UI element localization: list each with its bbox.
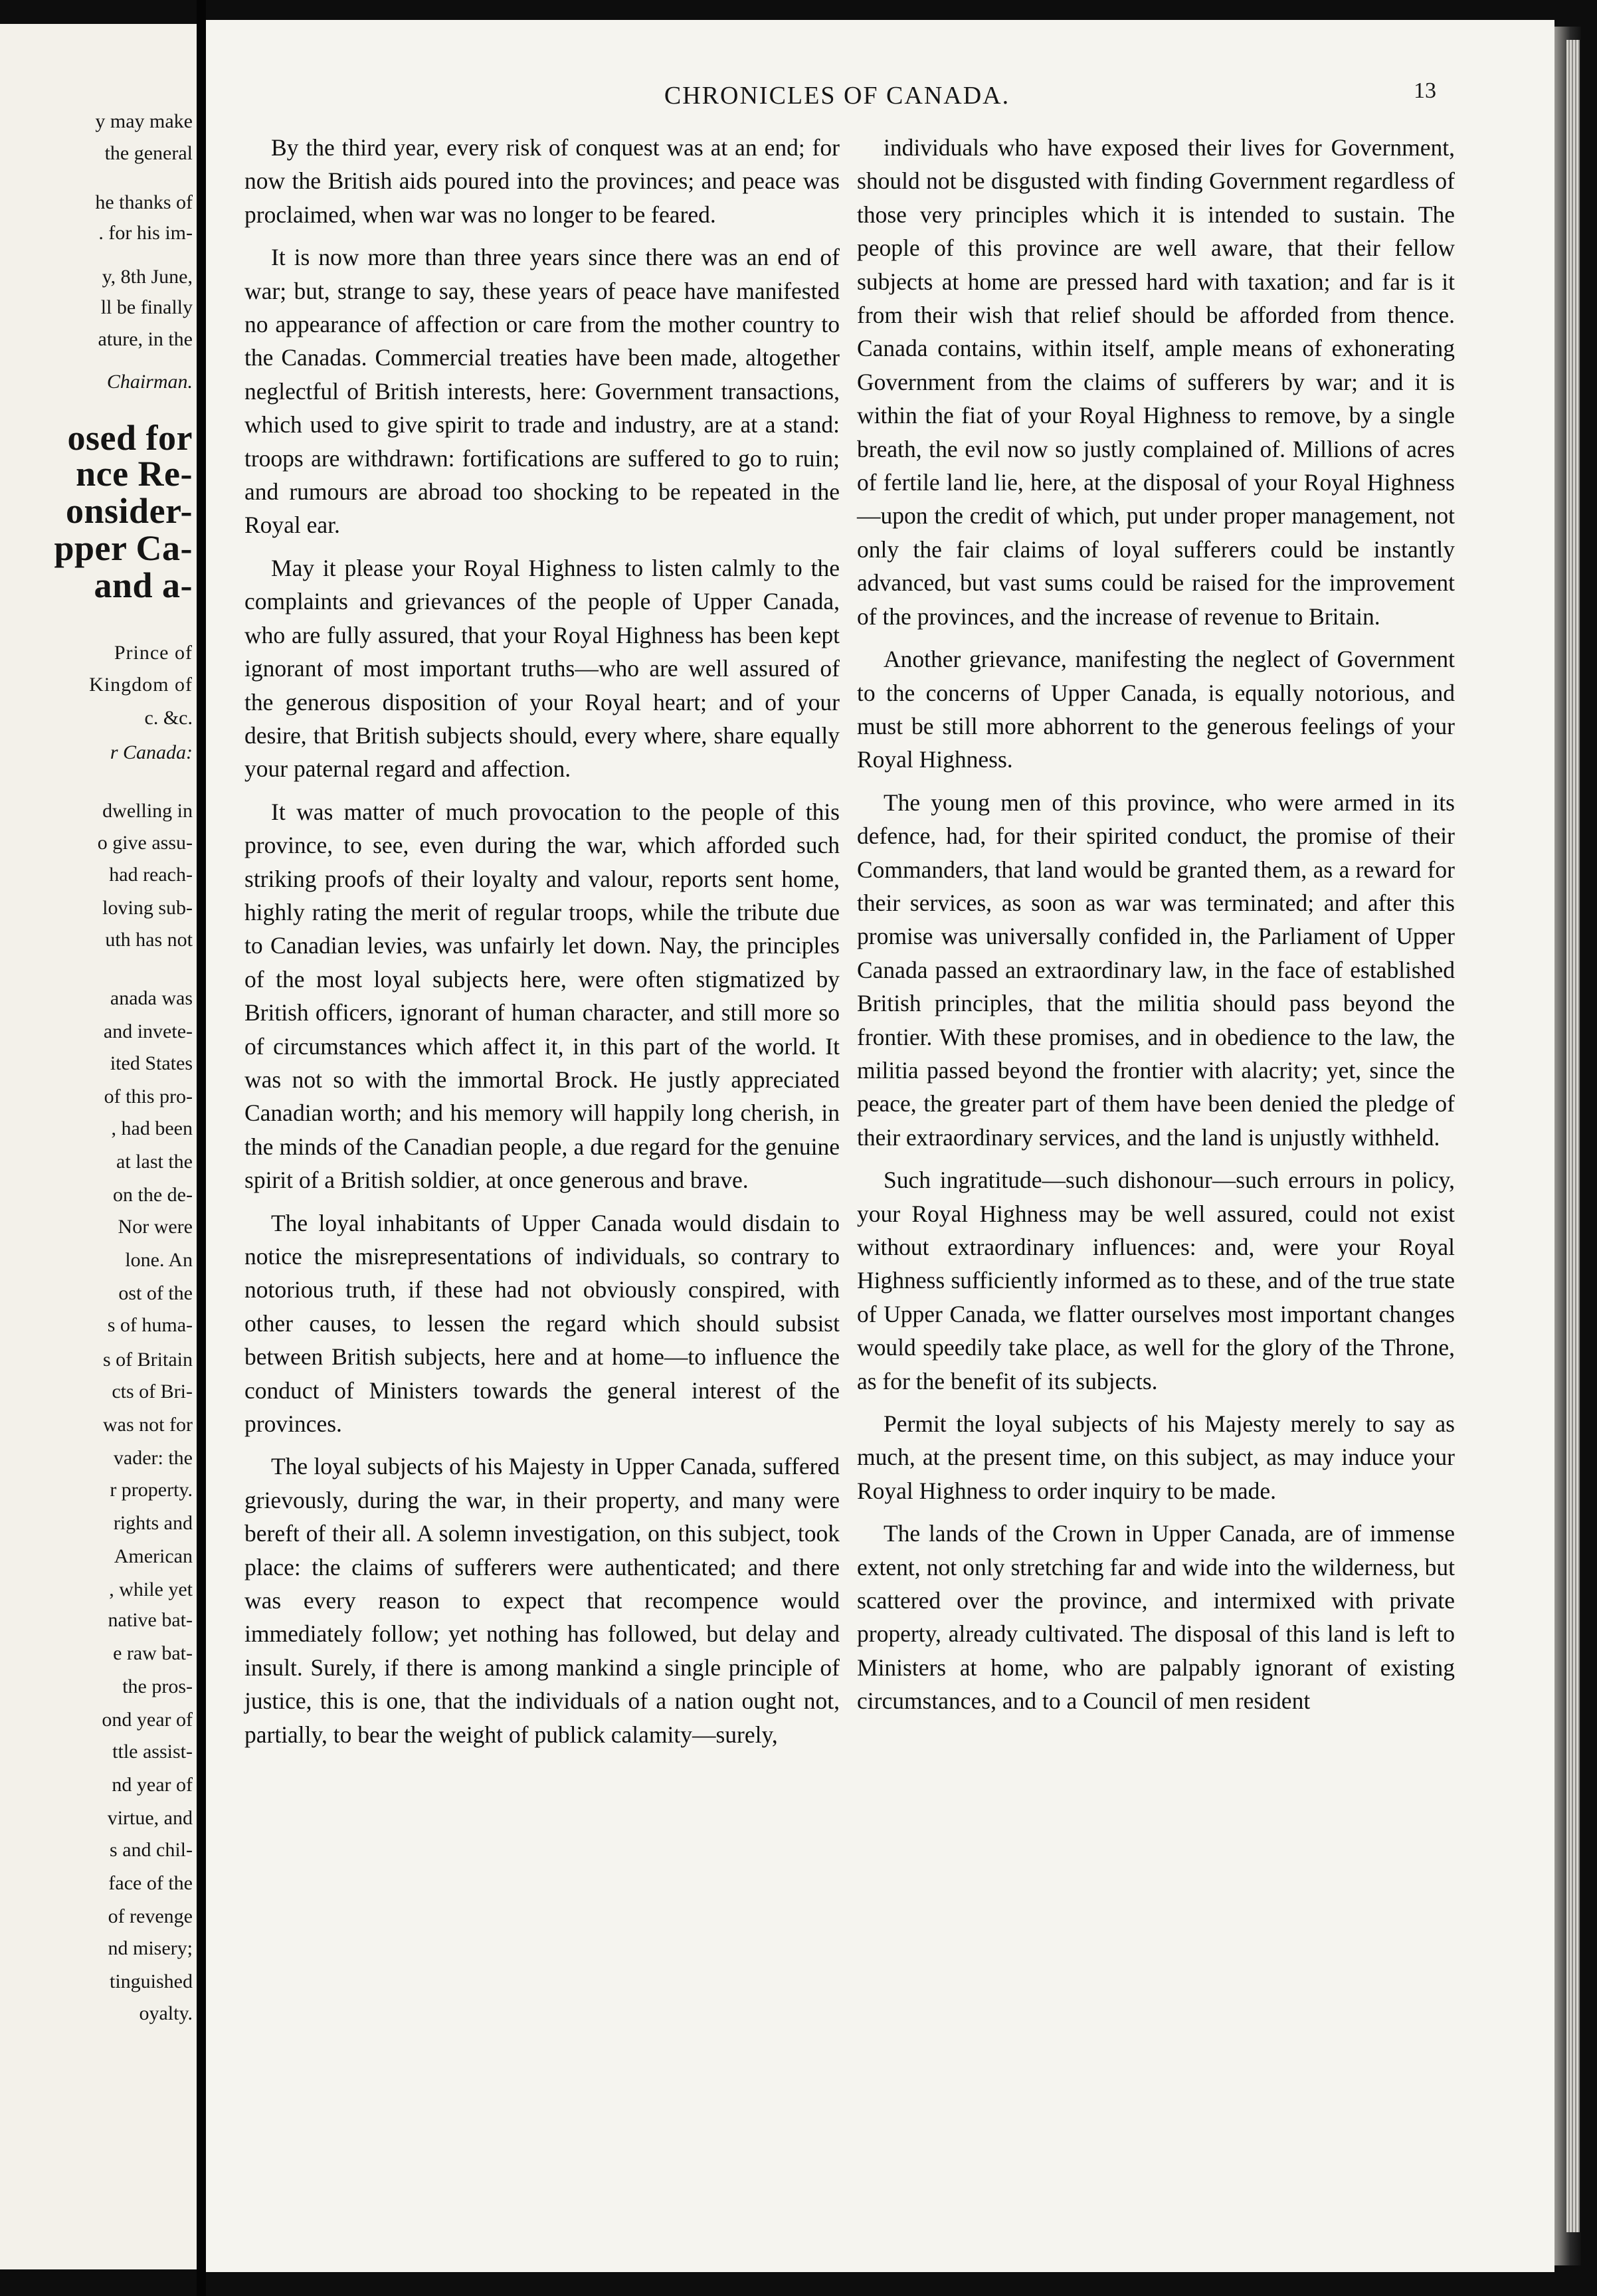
facing-page-line: s and chil- — [110, 1839, 193, 1861]
facing-page-line: of revenge — [108, 1905, 193, 1927]
facing-page-line: and invete- — [103, 1020, 193, 1042]
facing-page-line: face of the — [108, 1872, 193, 1894]
facing-page-line: lone. An — [125, 1249, 193, 1271]
page-edges — [1566, 40, 1580, 2232]
text-column-right — [857, 131, 1455, 1727]
paragraph: Permit the loyal subjects of his Majesty merely to say as much, at the present time, on this subject, as may induce your Royal Highness to order inquiry to be made. — [857, 1410, 1455, 1504]
facing-page-line: s of Britain — [103, 1349, 193, 1371]
facing-page-line: had reach- — [109, 864, 193, 886]
facing-page-line: osed for — [67, 418, 193, 458]
facing-page-line: uth has not — [105, 929, 193, 951]
facing-page-line: r Canada: — [110, 741, 193, 763]
facing-page-line: and a- — [94, 565, 193, 605]
facing-page-line: Chairman. — [106, 371, 193, 393]
facing-page-line: Prince of — [114, 642, 193, 664]
facing-page-line: Nor were — [118, 1216, 193, 1238]
facing-page-line: ll be finally — [100, 296, 193, 318]
facing-page-line: ost of the — [118, 1282, 193, 1304]
text-column-left — [244, 131, 840, 1761]
facing-page-line: tinguished — [110, 1970, 193, 1992]
facing-page-line: anada was — [110, 987, 193, 1009]
facing-page-line: loving sub- — [102, 897, 193, 919]
facing-page-line: native bat- — [108, 1609, 193, 1631]
facing-page-line: , had been — [111, 1117, 193, 1139]
facing-page-line: . for his im- — [98, 222, 193, 244]
facing-page-line: nd year of — [112, 1774, 193, 1796]
page-number: 13 — [1414, 78, 1436, 103]
facing-page-line: American — [114, 1545, 193, 1567]
paragraph: The loyal inhabitants of Upper Canada would disdain to notice the misrepresentations of individuals, so contrary to notorious truth, if these had not obviously conspired, with other causes, to lessen the regard which should subsist between British subjects, here and at home—to influence the conduct of Ministers towards the general interest of the provinces. — [244, 1209, 840, 1438]
facing-page-line: o give assu- — [97, 832, 193, 854]
facing-page-fragment — [0, 24, 197, 2269]
facing-page-line: pper Ca- — [54, 528, 193, 568]
facing-page-line: on the de- — [113, 1184, 193, 1206]
paragraph: By the third year, every risk of conquest was at an end; for now the British aids poured into the provinces; and peace was proclaimed, when war was no longer to be feared. — [244, 134, 840, 228]
facing-page-line: ited States — [110, 1052, 193, 1074]
facing-page-line: ttle assist- — [112, 1741, 193, 1763]
paragraph: The loyal subjects of his Majesty in Upper Canada, suffered grievously, during the war, in their property, and many were bereft of their all. A solemn investigation, on this subject, took place: the claims of sufferers were authenticated; and there was every reason to expect that recompence would immediately follow; yet nothing has followed, but delay and insult. Surely, if there is among mankind a single principle of justice, this is one, that the individuals of a nation ought not, partially, to bear the weight of publick calamity—surely, — [244, 1453, 840, 1748]
facing-page-line: ature, in the — [98, 328, 193, 350]
running-title: CHRONICLES OF CANADA. — [664, 82, 1010, 110]
facing-page-line: Kingdom of — [89, 674, 193, 696]
facing-page-line: e raw bat- — [113, 1642, 193, 1664]
paragraph: Another grievance, manifesting the neglect of Government to the concerns of Upper Canada, is equally notorious, and must be still more abhorrent to the generous feelings of your Royal Highness. — [857, 646, 1455, 773]
paragraph: individuals who have exposed their lives for Government, should not be disgusted with finding Government regardless of those very principles which it is intended to sustain. The people of this province are well aware, that their fellow subjects at home are pressed hard with taxation; and far is it from their wish that relief should be afforded from thence. Canada contains, within itself, ample means of exhonerating Government from the claims of sufferers by war; and it is within the fiat of your Royal Highness to remove, by a single breath, the evil now so justly complained of. Millions of acres of fertile land lie, here, at the disposal of your Royal Highness—upon the credit of which, put under proper management, not only the fair claims of loyal sufferers could be instantly advanced, but vast sums could be raised for the improvement of the provinces, and the increase of revenue to Britain. — [857, 134, 1455, 630]
facing-page-line: c. &c. — [144, 707, 193, 729]
facing-page-line: virtue, and — [107, 1807, 193, 1829]
facing-page-line: y, 8th June, — [102, 266, 193, 288]
paragraph: The lands of the Crown in Upper Canada, are of immense extent, not only stretching far and wide into the wilderness, but scattered over the province, and intermixed with private property, already cultivated. The disposal of this land is left to Ministers at home, who are palpably ignorant of existing circumstances, and to a Council of men resident — [857, 1520, 1455, 1715]
facing-page-line: the pros- — [122, 1675, 193, 1697]
facing-page-line: y may make — [95, 110, 193, 132]
facing-page-line: ond year of — [102, 1709, 193, 1731]
facing-page-line: the general — [104, 142, 193, 164]
facing-page-line: he thanks of — [95, 191, 193, 213]
paragraph: The young men of this province, who were armed in its defence, had, for their spirited conduct, the promise of their Commanders, that land would be granted them, as a reward for their services, as soon as war was terminated; and after this promise was universally confided in, the Parliament of Upper Canada passed an extraordinary law, in the face of established British principles, that the militia should pass beyond the frontier. With these promises, and in obedience to the law, the militia passed beyond the frontier with alacrity; yet, since the peace, the greater part of them have been denied the pledge of their extraordinary services, and the land is unjustly withheld. — [857, 789, 1455, 1151]
paragraph: It is now more than three years since there was an end of war; but, strange to say, these years of peace have manifested no appearance of affection or care from the mother country to the Canadas. Commercial treaties have been made, altogether neglectful of British interests, here: Government transactions, which used to give spirit to trade and industry, are at a stand: troops are withdrawn: fortifications are suffered to go to ruin; and rumours are abroad too shocking to be repeated in the Royal ear. — [244, 244, 840, 539]
paragraph: Such ingratitude—such dishonour—such errours in policy, your Royal Highness may be well assured, could not exist without extraordinary influences: and, were your Royal Highness sufficiently informed as to these, and of the true state of Upper Canada, we flatter ourselves most important changes would speedily take place, as well for the glory of the Throne, as for the benefit of its subjects. — [857, 1167, 1455, 1394]
facing-page-line: dwelling in — [102, 800, 193, 822]
book-gutter — [197, 0, 206, 2296]
paragraph: May it please your Royal Highness to listen calmly to the complaints and grievances of the people of Upper Canada, who are fully assured, that your Royal Highness has been kept ignorant of most important truths—who are well assured of the generous disposition of your Royal heart; and of your desire, that British subjects should, every where, share equally your paternal regard and affection. — [244, 554, 840, 783]
facing-page-line: cts of Bri- — [112, 1381, 193, 1402]
facing-page-line: oyalty. — [139, 2002, 193, 2024]
facing-page-line: nd misery; — [108, 1937, 193, 1959]
facing-page-line: , while yet — [109, 1578, 193, 1600]
facing-page-line: nce Re- — [76, 454, 193, 494]
facing-page-line: rights and — [113, 1512, 193, 1534]
facing-page-line: s of huma- — [107, 1314, 193, 1336]
facing-page-line: was not for — [103, 1414, 193, 1436]
facing-page-line: at last the — [116, 1151, 193, 1173]
facing-page-line: of this pro- — [104, 1086, 193, 1107]
facing-page-line: r property. — [110, 1479, 193, 1501]
facing-page-line: vader: the — [113, 1447, 193, 1469]
facing-page-line: onsider- — [66, 491, 193, 531]
paragraph: It was matter of much provocation to the people of this province, to see, even during the war, which afforded such striking proofs of their loyalty and valour, reports sent home, highly rating the merit of regular troops, while the tribute due to Canadian levies, was unfairly let down. Nay, the principles of the most loyal subjects here, were often stigmatized by British officers, ignorant of human character, and still more so of circumstances which affect it, in this part of the world. It was not so with the immortal Brock. He justly appreciated Canadian worth; and his memory will happily long cherish, in the minds of the Canadian people, a due regard for the genuine spirit of a British soldier, at once generous and brave. — [244, 798, 840, 1194]
